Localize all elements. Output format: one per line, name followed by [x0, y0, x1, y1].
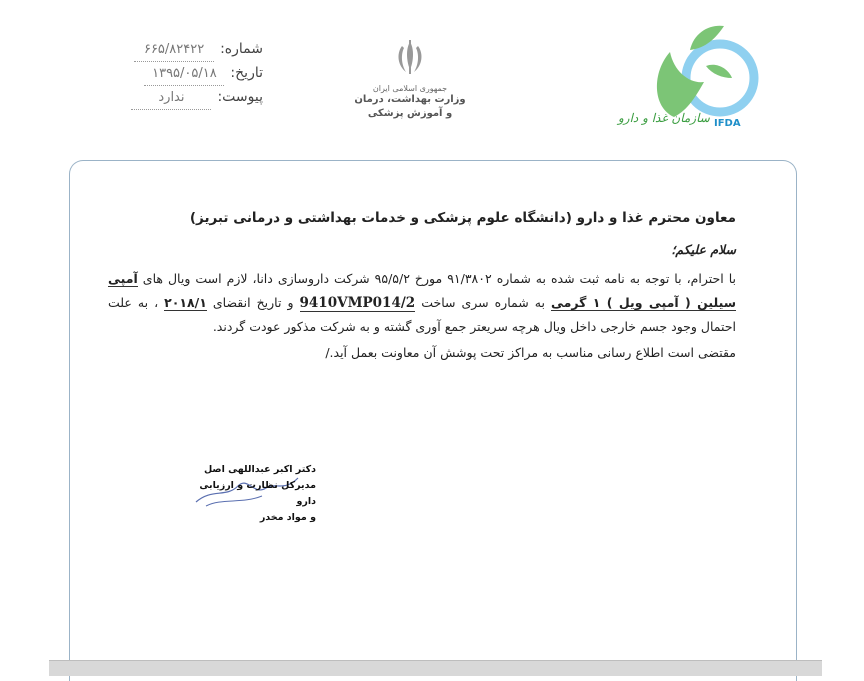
signatory-name: دکتر اکبر عبداللهی اصل: [203, 464, 316, 475]
letter-date-row: [118, 62, 263, 86]
paragraph-part-c: و تاریخ انقضای: [212, 295, 294, 310]
signatory-title-2: و مواد مخدر: [259, 512, 316, 523]
letter-addressee: معاون محترم غذا و دارو (دانشگاه علوم پزشکی و خدمات بهداشتی و درمانی تبریز): [189, 210, 736, 226]
letter-number-row: [118, 38, 263, 62]
letter-attachment-label: پیوست:: [217, 89, 263, 105]
ministry-emblem: [350, 38, 470, 121]
letter-attachment-row: [118, 86, 263, 110]
ifda-name-fa: سازمان غذا و دارو: [618, 111, 710, 125]
emblem-country: جمهوری اسلامی ایران: [372, 84, 448, 93]
ifda-name-en: IFDA: [714, 118, 741, 129]
letter-greeting: سلام علیکم؛: [671, 242, 736, 257]
emblem-ministry-line1: وزارت بهداشت، درمان: [354, 94, 466, 105]
letter-attachment-value: ندارد: [131, 86, 211, 110]
letter-date-value: ۱۳۹۵/۰۵/۱۸: [144, 62, 224, 86]
product-name: آمپی سیلین ( آمپی ویل ) ۱ گرمی: [108, 271, 736, 310]
batch-number: 9410VMP014/2: [299, 295, 416, 311]
letter-body: [108, 210, 736, 365]
signature-block: [186, 462, 316, 526]
paragraph-part-d: ، به علت احتمال وجود جسم خارجی داخل ویال هرچه سریعتر جمع آوری گشته و به شرکت مذکور عودت گردند.: [108, 295, 736, 334]
expiry-date: ۲۰۱۸/۱: [164, 295, 207, 310]
letter-number-label: شماره:: [220, 41, 263, 57]
paragraph-part-b: به شماره سری ساخت: [421, 295, 545, 310]
letter-metadata: [118, 38, 263, 110]
ifda-logo: [612, 12, 762, 132]
iran-emblem-icon: [390, 38, 430, 78]
signatory-title-1: مدیرکل نظارت و ارزیابی دارو: [199, 480, 316, 507]
paragraph-part-a: با احترام، با توجه به نامه ثبت شده به شماره ۹۱/۳۸۰۲ مورخ ۹۵/۵/۲ شرکت داروسازی دانا، لازم است ویال های: [142, 271, 736, 286]
letter-number-value: ۶۶۵/۸۲۴۲۲: [134, 38, 214, 62]
letter-date-label: تاریخ:: [230, 65, 263, 81]
viewer-bottom-bar: [49, 660, 822, 676]
emblem-ministry-line2: و آموزش پزشکی: [367, 108, 453, 119]
letter-closing: مقتضی است اطلاع رسانی مناسب به مراکز تحت پوشش آن معاونت بعمل آید./: [325, 345, 736, 360]
letter-paragraph: [108, 267, 736, 339]
